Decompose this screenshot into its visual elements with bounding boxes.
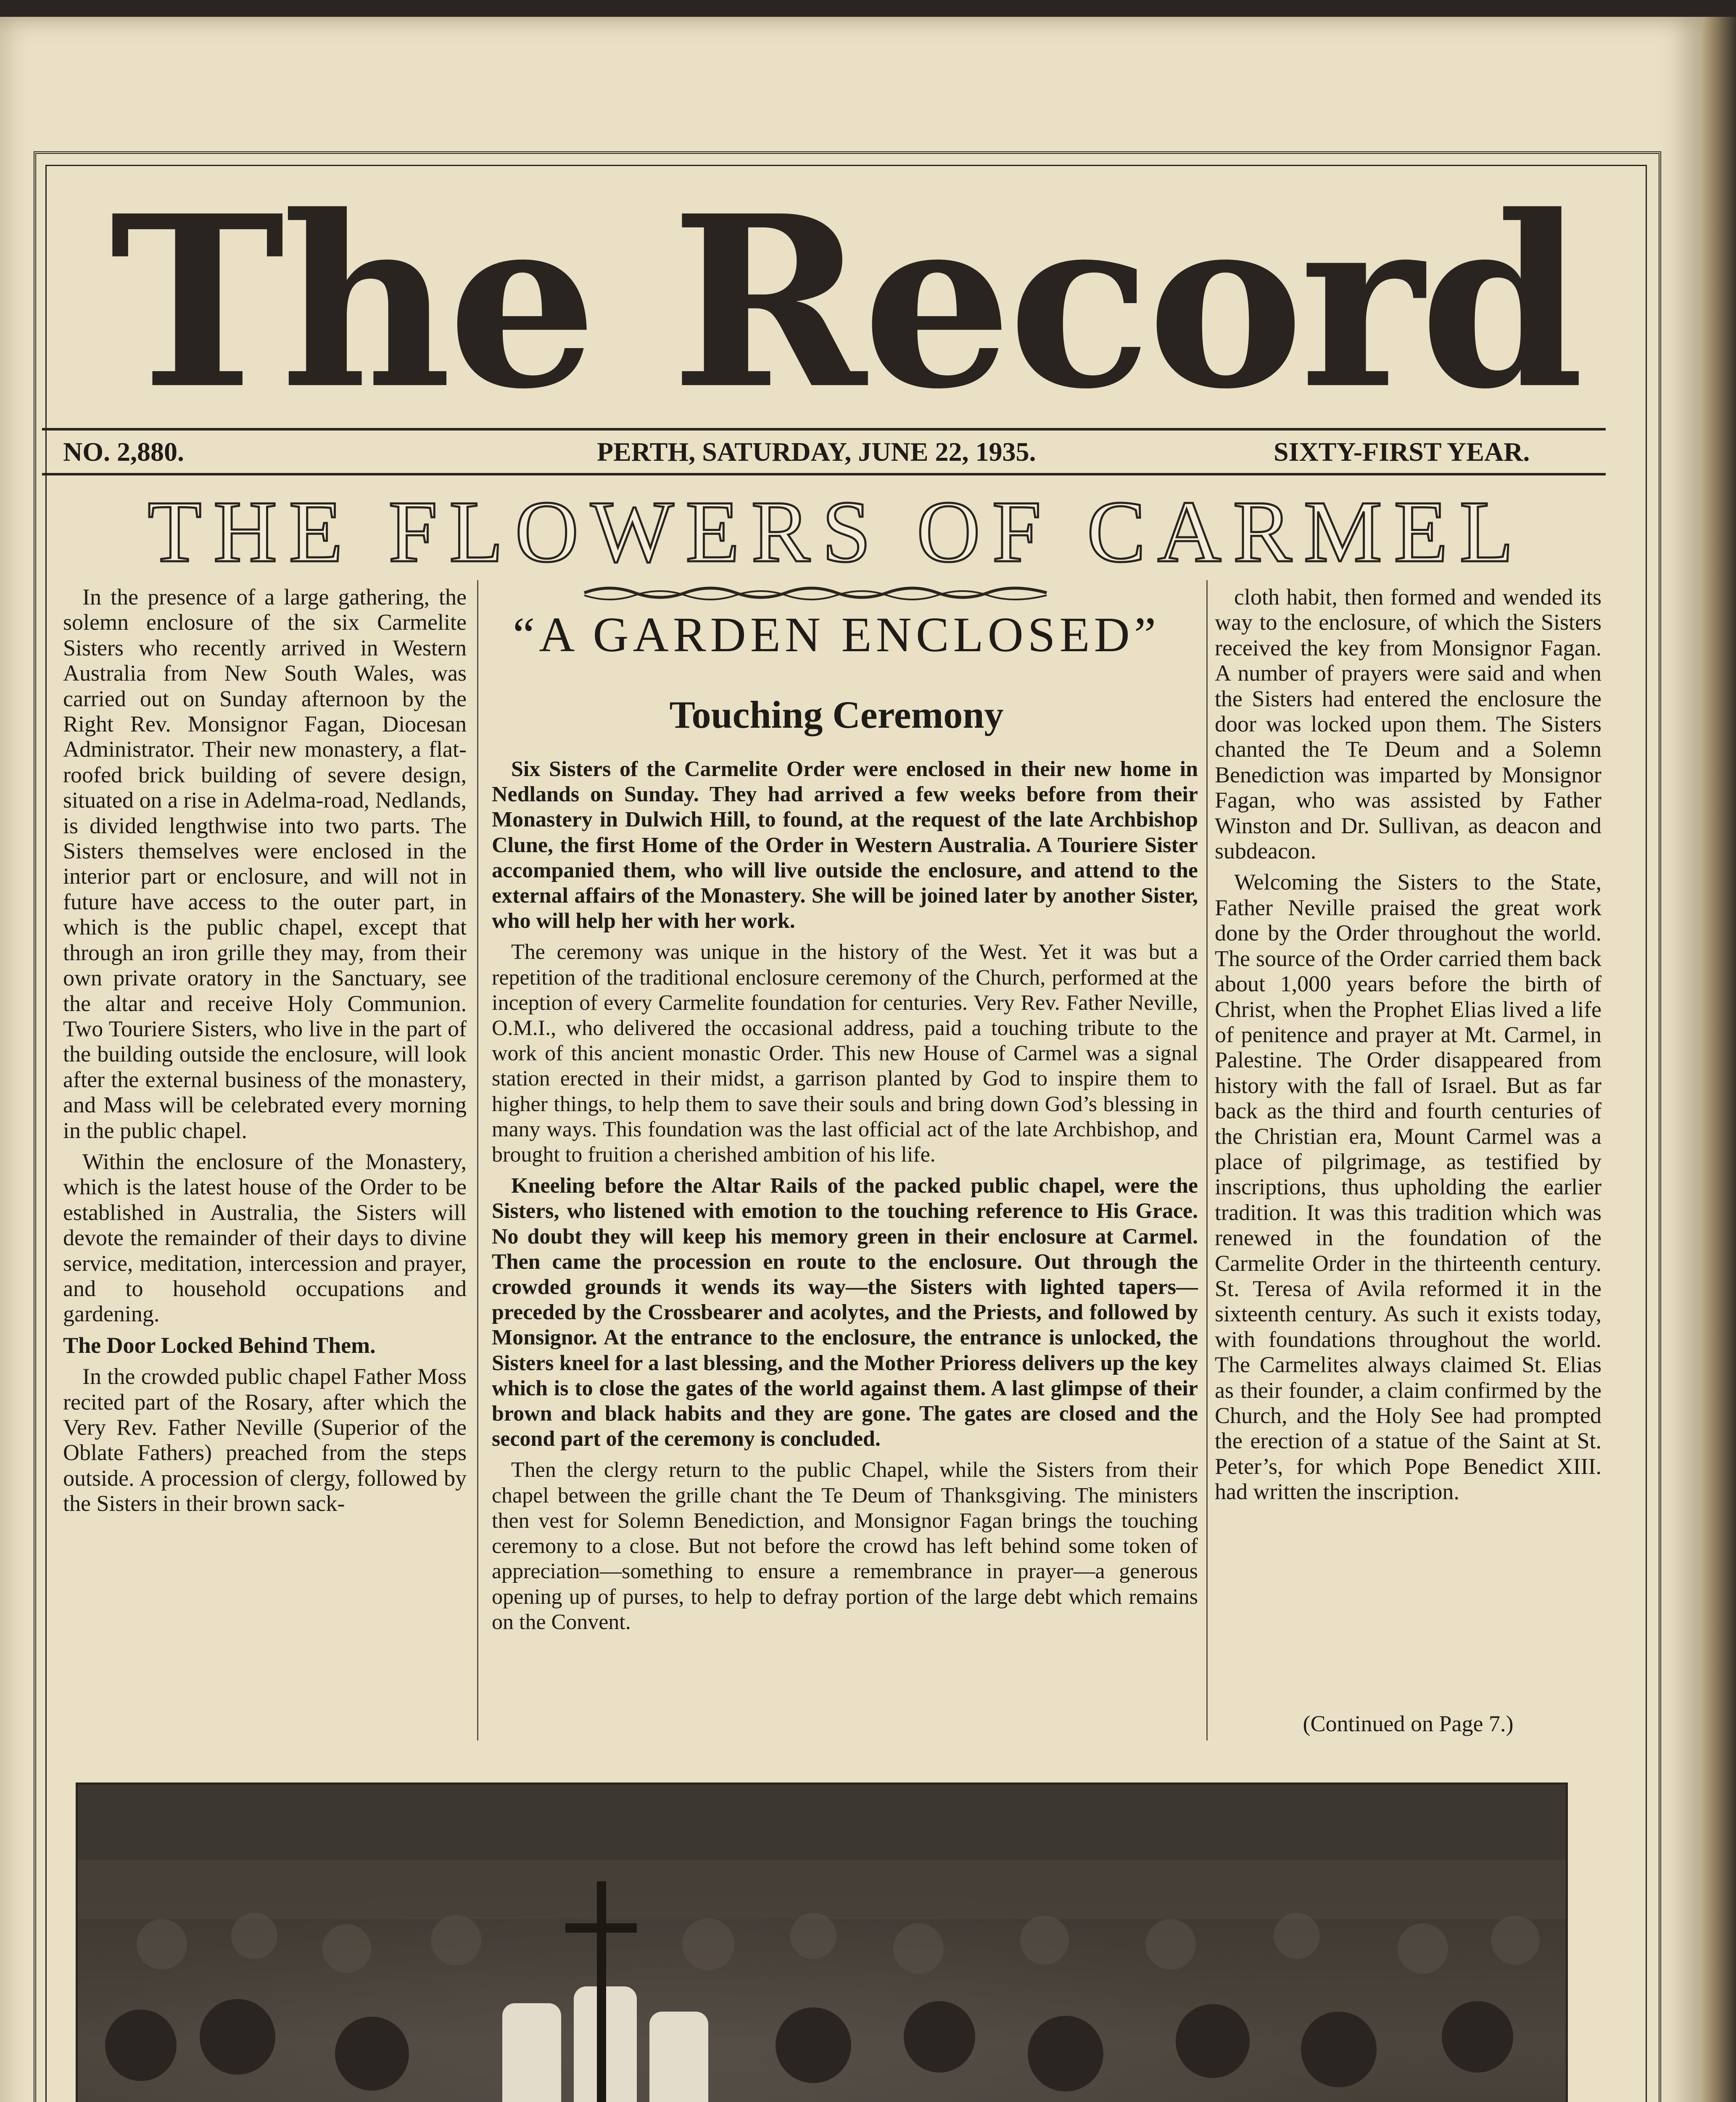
masthead-title: The Record — [110, 164, 1580, 441]
paragraph: Welcoming the Sisters to the State, Father Neville praised the great work done by the Order throughout the world. The source of the Order carried them back about 1,000 years before the birth of Christ, when the Prophet Elias lived a life of penitence and prayer at Mt. Carmel, in Palestine. The Order disappeared from history with the fall of Israel. But as far back as the third and fourth centuries of the Christian era, Mount Carmel was a place of pilgrimage, as testified by inscriptions, thus upholding the earlier tradition. It was this tradition which was renewed in the foundation of the Carmelite Order in the thirteenth century. St. Teresa of Avila reformed it in the sixteenth century. As such it exists today, with foundations throughout the world. The Carmelites always claimed St. Elias as their founder, a claim confirmed by the Church, and the Holy See had prompted the erection of a statue of the Saint at St. Peter’s, for which Pope Benedict XIII. had written the inscription. — [1215, 869, 1601, 1505]
issue-date: PERTH, SATURDAY, JUNE 22, 1935. — [597, 437, 1036, 467]
paragraph: Within the enclosure of the Monastery, which is the latest house of the Order to be established in Australia, the Sisters will devote the remainder of their days to divine service, meditation, intercession and prayer, and to household occupations and gardening. — [63, 1149, 467, 1327]
paragraph: Six Sisters of the Carmelite Order were enclosed in their new home in Nedlands on Sunday. They had arrived a few weeks before from their Monastery in Dulwich Hill, to found, at the request of the late Archbishop Clune, the first Home of the Order in Western Australia. A Touriere Sister accompanied them, who will live outside the enclosure, and attend to the external affairs of the Monastery. She will be joined later by another Sister, who will help her with her work. — [492, 757, 1198, 933]
section-subhead: The Door Locked Behind Them. — [63, 1332, 376, 1358]
dateline — [63, 433, 1585, 471]
column-rule-right — [1206, 580, 1208, 1740]
masthead-rule — [42, 428, 1606, 430]
continued-note: (Continued on Page 7.) — [1303, 1711, 1514, 1736]
article-column-1 — [63, 584, 467, 1516]
paragraph: The ceremony was unique in the history of the West. Yet it was but a repetition of the traditional enclosure ceremony of the Church, performed at the inception of every Carmelite foundation for centuries. Very Rev. Father Neville, O.M.I., who delivered the occasional address, paid a touching tribute to the work of this ancient monastic Order. This new House of Carmel was a signal station erected in their midst, a garrison planted by God to inspire them to higher things, to help them to save their souls and bring down God’s blessing in many ways. This foundation was the last official act of the late Archbishop, and brought to fruition a cherished ambition of his life. — [492, 940, 1198, 1167]
deck-headline: “A GARDEN ENCLOSED” — [512, 607, 1161, 662]
crowd-photo — [76, 1782, 1568, 2102]
paragraph: Kneeling before the Altar Rails of the packed public chapel, were the Sisters, who listened with emotion to the touching reference to His Grace. No doubt they will keep his memory green in their enclosure at Carmel. Then came the procession en route to the enclosure. Out through the crowded grounds it wends its way—the Sisters with lighted tapers—preceded by the Crossbearer and acolytes, and the Priests, and followed by Monsignor. At the entrance to the enclosure, the entrance is unlocked, the Sisters kneel for a last blessing, and the Mother Prioress delivers up the key which is to close the gates of the world against them. A last glimpse of their brown and black habits and they are gone. The gates are closed and the second part of the ceremony is concluded. — [492, 1174, 1198, 1451]
paragraph: Then the clergy return to the public Chapel, while the Sisters from their chapel between the grille chant the Te Deum of Thanksgiving. The ministers then vest for Solemn Benediction, and Monsignor Fagan brings the touching ceremony to a close. But not before the crowd has left behind some token of appreciation—something to ensure a remembrance in prayer—a generous opening up of purses, to help to defray portion of the large debt which remains on the Convent. — [492, 1458, 1198, 1634]
ornamental-rule-icon — [580, 580, 1051, 605]
article-column-2 — [492, 757, 1198, 1635]
paragraph: In the presence of a large gathering, the solemn enclosure of the six Carmelite Sisters who recently arrived in Western Australia from New South Wales, was carried out on Sunday afternoon by the Right Rev. Monsignor Fagan, Diocesan Administrator. Their new monastery, a flat-roofed brick building of severe design, situated on a rise in Adelma-road, Nedlands, is divided lengthwise into two parts. The Sisters themselves were enclosed in the interior part or enclosure, and will not in future have access to the outer part, in which is the public chapel, except that through an iron grille they may, from their own private oratory in the Sanctuary, see the altar and receive Holy Communion. Two Touriere Sisters, who live in the part of the building outside the enclosure, will look after the external business of the monastery, and Mass will be celebrated every morning in the public chapel. — [63, 584, 467, 1143]
issue-number: NO. 2,880. — [63, 437, 184, 467]
page-edge — [1702, 17, 1736, 2102]
paragraph: cloth habit, then formed and wended its way to the enclosure, of which the Sisters received the key from Monsignor Fagan. A number of prayers were said and when the Sisters had entered the enclosure the door was locked upon them. The Sisters chanted the Te Deum and a Solemn Benediction was imparted by Monsignor Fagan, who was assisted by Father Winston and Dr. Sullivan, as deacon and subdeacon. — [1215, 584, 1601, 864]
article-column-3 — [1215, 584, 1601, 1505]
paragraph: In the crowded public chapel Father Moss recited part of the Rosary, after which the Very Rev. Father Neville (Superior of the Oblate Fathers) preached from the steps outside. A procession of clergy, followed by the Sisters in their brown sack- — [63, 1364, 467, 1516]
headline: THE FLOWERS OF CARMEL — [148, 483, 1525, 581]
subheadline: Touching Ceremony — [669, 693, 1004, 736]
photo-illustration — [78, 1785, 1566, 2102]
dateline-rule — [42, 473, 1606, 475]
issue-year: SIXTY-FIRST YEAR. — [1274, 437, 1530, 467]
column-rule-left — [477, 580, 478, 1740]
